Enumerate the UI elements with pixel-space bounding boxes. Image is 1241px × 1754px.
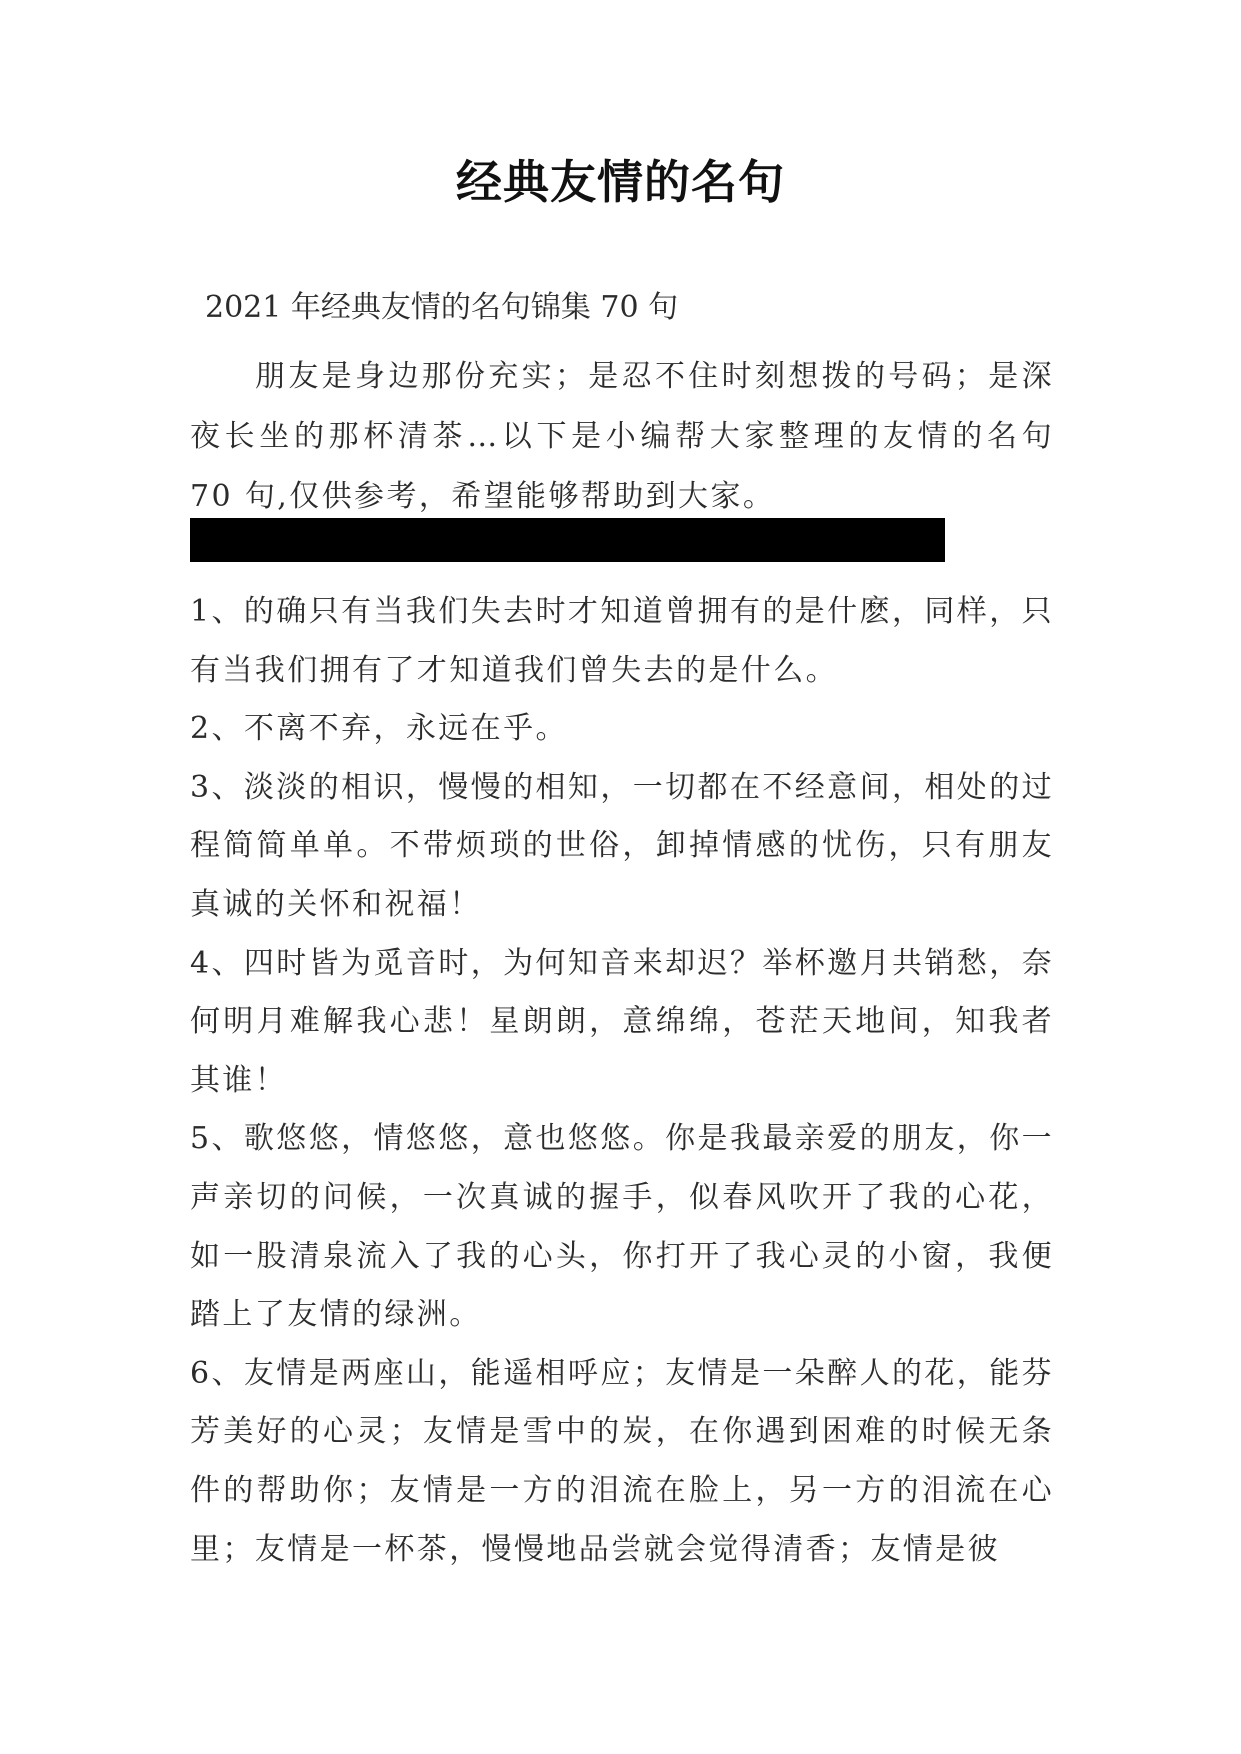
redaction-bar bbox=[190, 518, 945, 562]
quote-item: 1、的确只有当我们失去时才知道曾拥有的是什麽，同样，只有当我们拥有了才知道我们曾失去的是什么。 bbox=[190, 594, 1054, 688]
quote-item: 3、淡淡的相识，慢慢的相知，一切都在不经意间，相处的过程简简单单。不带烦琐的世俗，卸掉情感的忧伤，只有朋友真诚的关怀和祝福！ bbox=[190, 769, 1054, 922]
intro-paragraph: 朋友是身边那份充实；是忍不住时刻想拨的号码；是深夜长坐的那杯清茶…以下是小编帮大家整理的友情的名句 70 句,仅供参考，希望能够帮助到大家。 bbox=[190, 359, 1054, 514]
quote-list bbox=[190, 583, 1054, 1579]
document-title: 经典友情的名句 bbox=[456, 155, 785, 209]
quote-item: 4、四时皆为觅音时，为何知音来却迟？举杯邀月共销愁，奈何明月难解我心悲！星朗朗，意绵绵，苍茫天地间，知我者其谁！ bbox=[190, 945, 1054, 1098]
quote-item: 5、歌悠悠，情悠悠，意也悠悠。你是我最亲爱的朋友，你一声亲切的问候，一次真诚的握手，似春风吹开了我的心花，如一股清泉流入了我的心头，你打开了我心灵的小窗，我便踏上了友情的绿洲。 bbox=[190, 1121, 1054, 1333]
document-subtitle: 2021 年经典友情的名句锦集 70 句 bbox=[205, 290, 679, 325]
quote-item: 6、友情是两座山，能遥相呼应；友情是一朵醉人的花，能芬芳美好的心灵；友情是雪中的炭，在你遇到困难的时候无条件的帮助你；友情是一方的泪流在脸上，另一方的泪流在心里；友情是一杯茶，慢慢地品尝就会觉得清香；友情是彼 bbox=[190, 1355, 1054, 1567]
quote-item: 2、不离不弃，永远在乎。 bbox=[190, 711, 568, 747]
